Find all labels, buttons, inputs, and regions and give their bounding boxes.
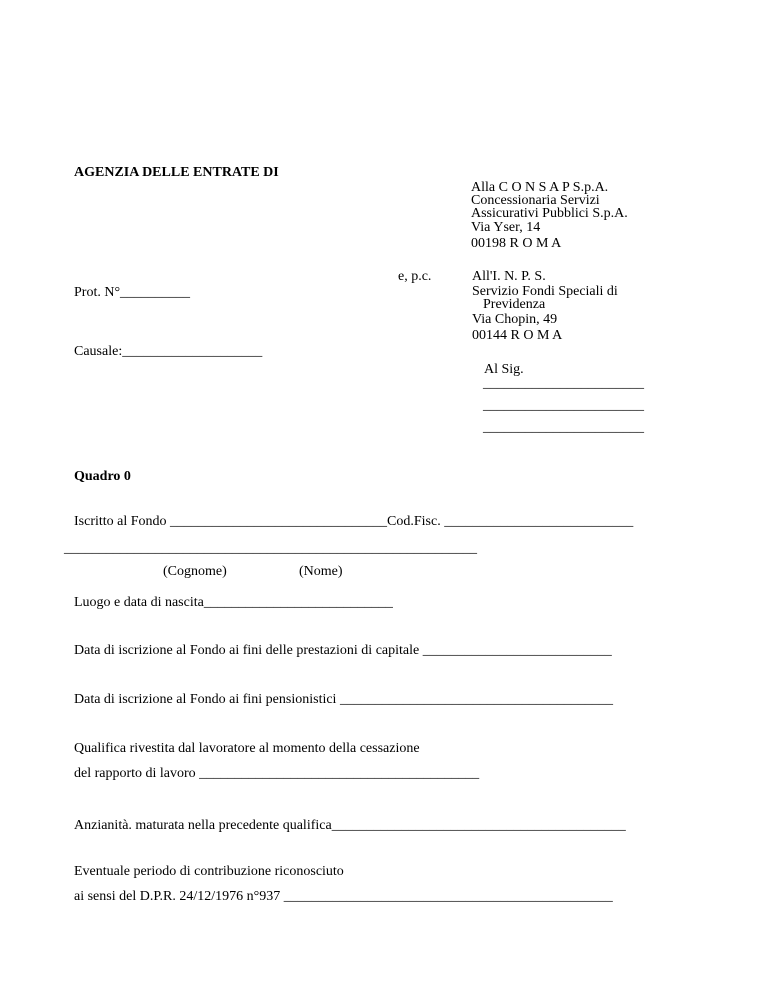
recipient-consap-line: 00198 R O M A xyxy=(471,236,562,251)
recipient-consap-line: Concessionaria Servizi xyxy=(471,193,600,208)
luogo-data-field: Luogo e data di nascita___________________________ xyxy=(74,595,393,610)
periodo-text: Eventuale periodo di contribuzione riconosciuto xyxy=(74,864,344,879)
cognome-caption: (Cognome) xyxy=(163,564,227,579)
al-sig-blank-line: _______________________ xyxy=(483,420,644,435)
recipient-inps-line: 00144 R O M A xyxy=(472,328,563,343)
data-pensione-field: Data di iscrizione al Fondo ai fini pensionistici _______________________________________ xyxy=(74,692,613,707)
qualifica-text: Qualifica rivestita dal lavoratore al momento della cessazione xyxy=(74,741,420,756)
section-title: Quadro 0 xyxy=(74,469,131,484)
recipient-consap-line: Alla C O N S A P S.p.A. xyxy=(471,180,609,195)
cc-label: e, p.c. xyxy=(398,269,432,284)
nome-caption: (Nome) xyxy=(299,564,343,579)
recipient-inps-line: All'I. N. P. S. xyxy=(472,269,546,284)
qualifica-field: del rapporto di lavoro ________________________________________ xyxy=(74,766,480,781)
recipient-inps-line: Via Chopin, 49 xyxy=(472,312,558,327)
al-sig-label: Al Sig. xyxy=(484,362,524,377)
recipient-consap-line: Via Yser, 14 xyxy=(471,220,541,235)
recipient-consap-line: Assicurativi Pubblici S.p.A. xyxy=(471,206,628,221)
name-blank-line: ___________________________________________________________ xyxy=(64,541,477,556)
data-capitale-field: Data di iscrizione al Fondo ai fini delle prestazioni di capitale ___________________________ xyxy=(74,643,612,658)
periodo-field: ai sensi del D.P.R. 24/12/1976 n°937 _______________________________________________ xyxy=(74,889,613,904)
recipient-inps-line: Previdenza xyxy=(483,297,546,312)
al-sig-blank-line: _______________________ xyxy=(483,376,644,391)
agency-heading: AGENZIA DELLE ENTRATE DI xyxy=(74,165,279,180)
al-sig-blank-line: _______________________ xyxy=(483,398,644,413)
anzianita-field: Anzianità. maturata nella precedente qualifica__________________________________________ xyxy=(74,818,626,833)
recipient-inps-line: Servizio Fondi Speciali di xyxy=(472,284,618,299)
iscritto-field: Iscritto al Fondo _______________________________Cod.Fisc. ___________________________ xyxy=(74,514,634,529)
prot-field: Prot. N°__________ xyxy=(74,285,191,300)
causale-field: Causale:____________________ xyxy=(74,344,263,359)
